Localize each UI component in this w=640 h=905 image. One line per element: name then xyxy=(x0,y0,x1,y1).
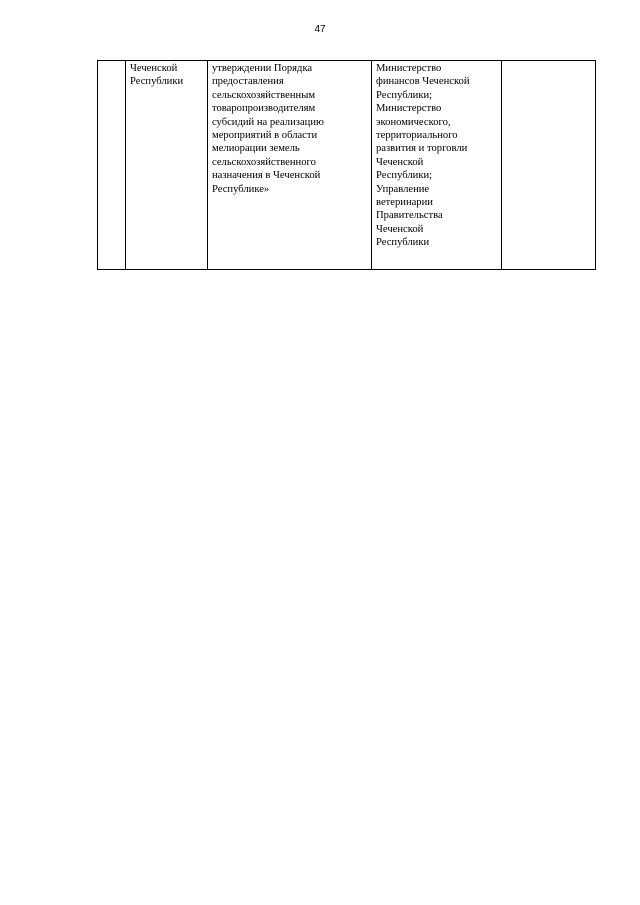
cell-line: экономического, xyxy=(376,116,451,128)
cell-responsible-bodies xyxy=(372,61,502,270)
cell-line: территориального xyxy=(376,130,458,142)
cell-line: развития и торговли xyxy=(376,143,468,155)
cell-line: утверждении Порядка xyxy=(212,63,313,74)
cell-line: сельскохозяйственным xyxy=(212,89,316,101)
cell-line: назначения в Чеченской xyxy=(212,170,321,182)
cell-line: Чеченской xyxy=(376,223,424,235)
cell-line: Чеченской xyxy=(376,156,424,168)
cell-document-title xyxy=(208,61,372,270)
cell-line: Республики; xyxy=(376,170,433,182)
cell-number xyxy=(98,61,126,270)
cell-line: Республики xyxy=(130,76,184,88)
cell-line: субсидий на реализацию xyxy=(212,116,324,128)
cell-line: Республике» xyxy=(212,183,270,195)
cell-region xyxy=(126,61,208,270)
cell-line: мелиорации земель xyxy=(212,143,300,155)
cell-line: Министерство xyxy=(376,103,442,115)
document-table xyxy=(97,60,596,270)
table-row xyxy=(98,61,596,270)
cell-line: сельскохозяйственного xyxy=(212,156,316,168)
cell-line: Чеченской xyxy=(130,63,178,74)
cell-line: Министерство xyxy=(376,63,442,74)
cell-line: Управление xyxy=(376,183,430,195)
cell-line: финансов Чеченской xyxy=(376,76,470,88)
cell-line: Республики; xyxy=(376,89,433,101)
cell-notes xyxy=(502,61,596,270)
cell-line: Республики xyxy=(376,237,430,249)
cell-line: товаропроизводителям xyxy=(212,103,316,115)
page-number: 47 xyxy=(314,24,326,35)
cell-line: ветеринарии xyxy=(376,197,433,209)
cell-line: предоставления xyxy=(212,76,284,88)
cell-line: мероприятий в области xyxy=(212,130,318,142)
cell-line: Правительства xyxy=(376,210,443,222)
